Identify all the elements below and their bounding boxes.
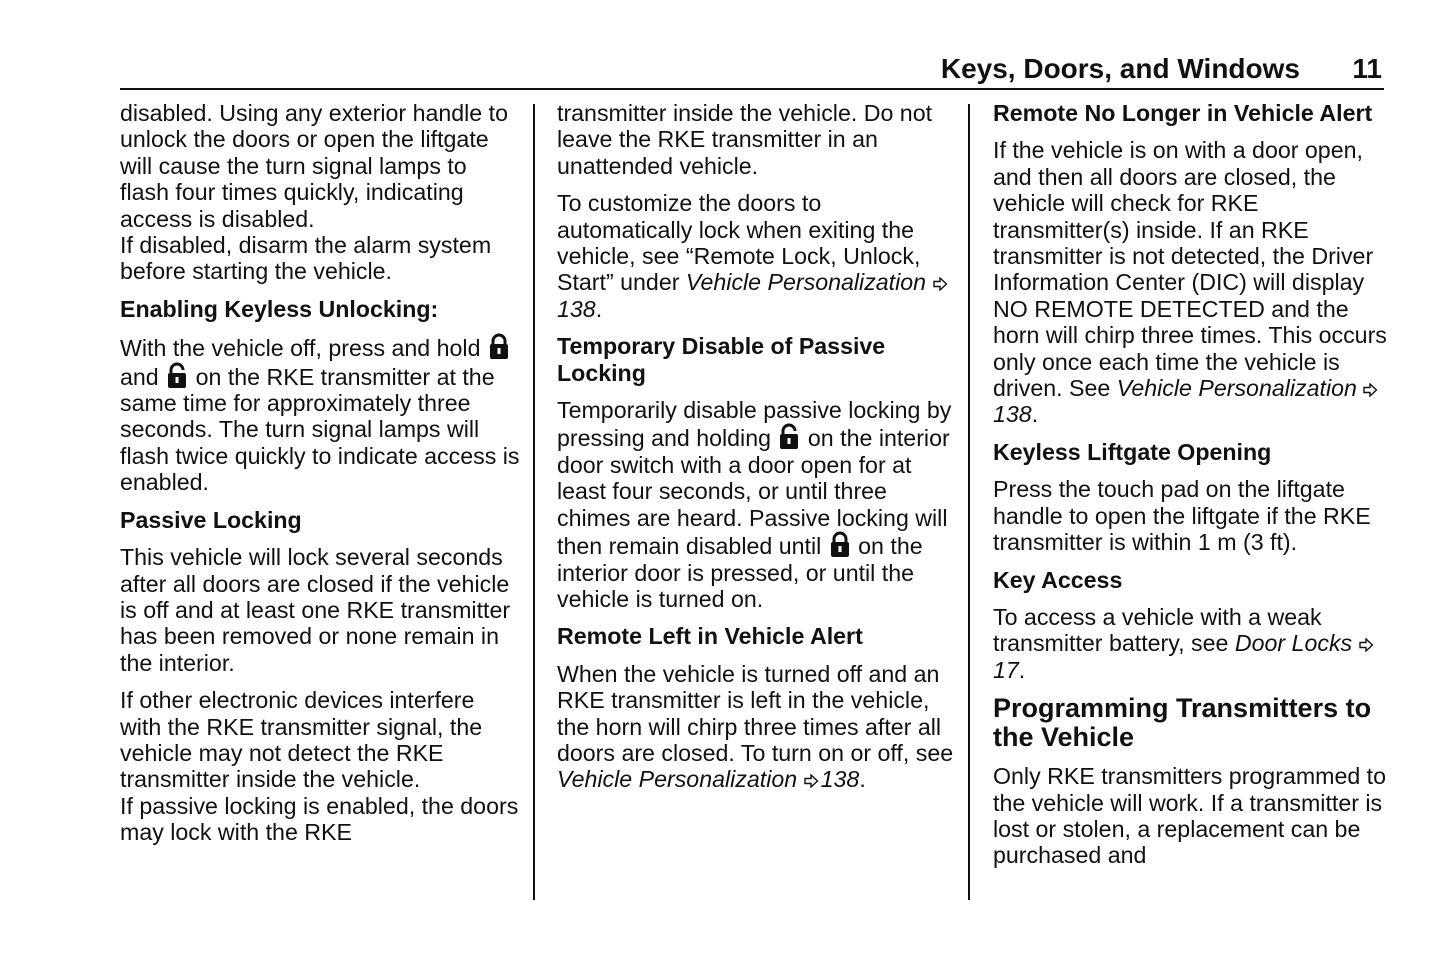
text-segment: on the RKE transmitter at the same time for approximately three seconds. The turn signal lamps will flash twice quickly to indicate access is enabled.: [120, 363, 520, 496]
heading-remote-no-longer-alert: Remote No Longer in Vehicle Alert: [993, 100, 1373, 126]
paragraph-remote-no-longer: If the vehicle is on with a door open, and then all doors are closed, the vehicle will check for RKE transmitter(s) inside. If an RKE transmitter is not detected, the Driver Information Center (DIC) will display NO REMOTE DETECTED and the horn will chirp three times. This occurs only once each time the vehicle is driven. See Vehicle Personalization 138.: [993, 137, 1387, 428]
unlock-icon: [778, 423, 800, 450]
paragraph: Press the touch pad on the liftgate handle to open the liftgate if the RKE transmitter is within 1 m (3 ft).: [993, 476, 1371, 556]
column-2: [557, 100, 957, 804]
page-reference-icon: [1359, 638, 1374, 652]
link-vehicle-personalization[interactable]: Vehicle Personalization: [1116, 375, 1357, 402]
text-segment: If the vehicle is on with a door open, and then all doors are closed, the vehicle will check for RKE transmitter(s) inside. If an RKE transmitter is not detected, the Driver Information Center (DIC) will display NO REMOTE DETECTED and the horn will chirp three times. This occurs only once each time the vehicle is driven. See: [993, 137, 1387, 402]
link-vehicle-personalization[interactable]: Vehicle Personalization: [685, 269, 927, 296]
column-1: [120, 100, 520, 857]
heading-remote-left-alert: Remote Left in Vehicle Alert: [557, 623, 863, 650]
page-header: [120, 50, 1384, 90]
heading-programming-transmitters: Programming Transmitters to the Vehicle: [993, 693, 1372, 753]
page-reference[interactable]: 138: [820, 766, 860, 793]
heading-temporary-disable: Temporary Disable of Passive Locking: [557, 333, 886, 386]
page-reference-icon: [804, 774, 819, 788]
text-segment: When the vehicle is turned off and an RKE transmitter is left in the vehicle, the horn will chirp three times after all doors are closed. To turn on or off, see: [557, 660, 954, 766]
paragraph-enabling: [120, 333, 520, 495]
text-segment: and: [120, 363, 159, 390]
page-reference[interactable]: 17: [993, 656, 1019, 683]
paragraph: transmitter inside the vehicle. Do not leave the RKE transmitter in an unattended vehicle.: [557, 100, 933, 179]
heading-passive-locking: Passive Locking: [120, 506, 302, 533]
page-reference[interactable]: 138: [557, 295, 596, 322]
column-divider-2: [968, 104, 970, 900]
page-reference-icon: [1363, 383, 1378, 397]
heading-keyless-liftgate: Keyless Liftgate Opening: [993, 438, 1272, 465]
paragraph-key-access: To access a vehicle with a weak transmitter battery, see Door Locks 17.: [993, 604, 1388, 683]
heading-enabling-keyless-unlocking: Enabling Keyless Unlocking:: [120, 295, 439, 322]
text-segment: on the interior door switch with a door open for at least four seconds, or until three chimes are heard. Passive locking will then remain disabled until: [557, 425, 950, 560]
text-segment: To access a vehicle with a weak transmitter battery, see: [993, 603, 1322, 657]
link-door-locks[interactable]: Door Locks: [1234, 630, 1353, 657]
paragraph: If other electronic devices interfere with the RKE transmitter signal, the vehicle may not detect the RKE transmitter inside the vehicle.: [120, 687, 483, 793]
paragraph-temporary-disable: [557, 397, 957, 612]
unlock-icon: [166, 362, 188, 389]
heading-key-access: Key Access: [993, 566, 1123, 593]
column-divider-1: [533, 104, 535, 900]
page-number: 11: [1352, 53, 1382, 84]
text-segment: To customize the doors to automatically lock when exiting the vehicle, see “Remote Lock, Unlock, Start” under: [557, 190, 921, 296]
link-vehicle-personalization[interactable]: Vehicle Personalization: [557, 766, 798, 793]
section-title: Keys, Doors, and Windows: [940, 53, 1300, 84]
page-reference[interactable]: 138: [993, 401, 1032, 428]
lock-icon: [488, 333, 510, 360]
lock-icon: [829, 531, 851, 558]
paragraph-remote-left: When the vehicle is turned off and an RKE transmitter is left in the vehicle, the horn will chirp three times after all doors are closed. To turn on or off, see Vehicle Personalization 138.: [557, 660, 954, 793]
paragraph: If disabled, disarm the alarm system before starting the vehicle.: [120, 232, 492, 285]
paragraph: Only RKE transmitters programmed to the vehicle will work. If a transmitter is lost or stolen, a replacement can be purchased and: [993, 763, 1387, 869]
paragraph: If passive locking is enabled, the doors may lock with the RKE: [120, 792, 519, 846]
column-3: [993, 100, 1388, 880]
page-reference-icon: [933, 277, 948, 291]
paragraph: disabled. Using any exterior handle to unlock the doors or open the liftgate will cause the turn signal lamps to flash four times quickly, indicating access is disabled.: [120, 100, 508, 232]
paragraph: This vehicle will lock several seconds after all doors are closed if the vehicle is off and at least one RKE transmitter has been removed or none remain in the interior.: [120, 544, 511, 676]
text-segment: on the interior door is pressed, or until the vehicle is turned on.: [557, 533, 923, 612]
text-segment: With the vehicle off, press and hold: [120, 335, 481, 362]
paragraph-customize: To customize the doors to automatically lock when exiting the vehicle, see “Remote Lock, Unlock, Start” under Vehicle Personalization 138.: [557, 190, 957, 322]
text-segment: Temporarily disable passive locking by pressing and holding: [557, 397, 952, 452]
